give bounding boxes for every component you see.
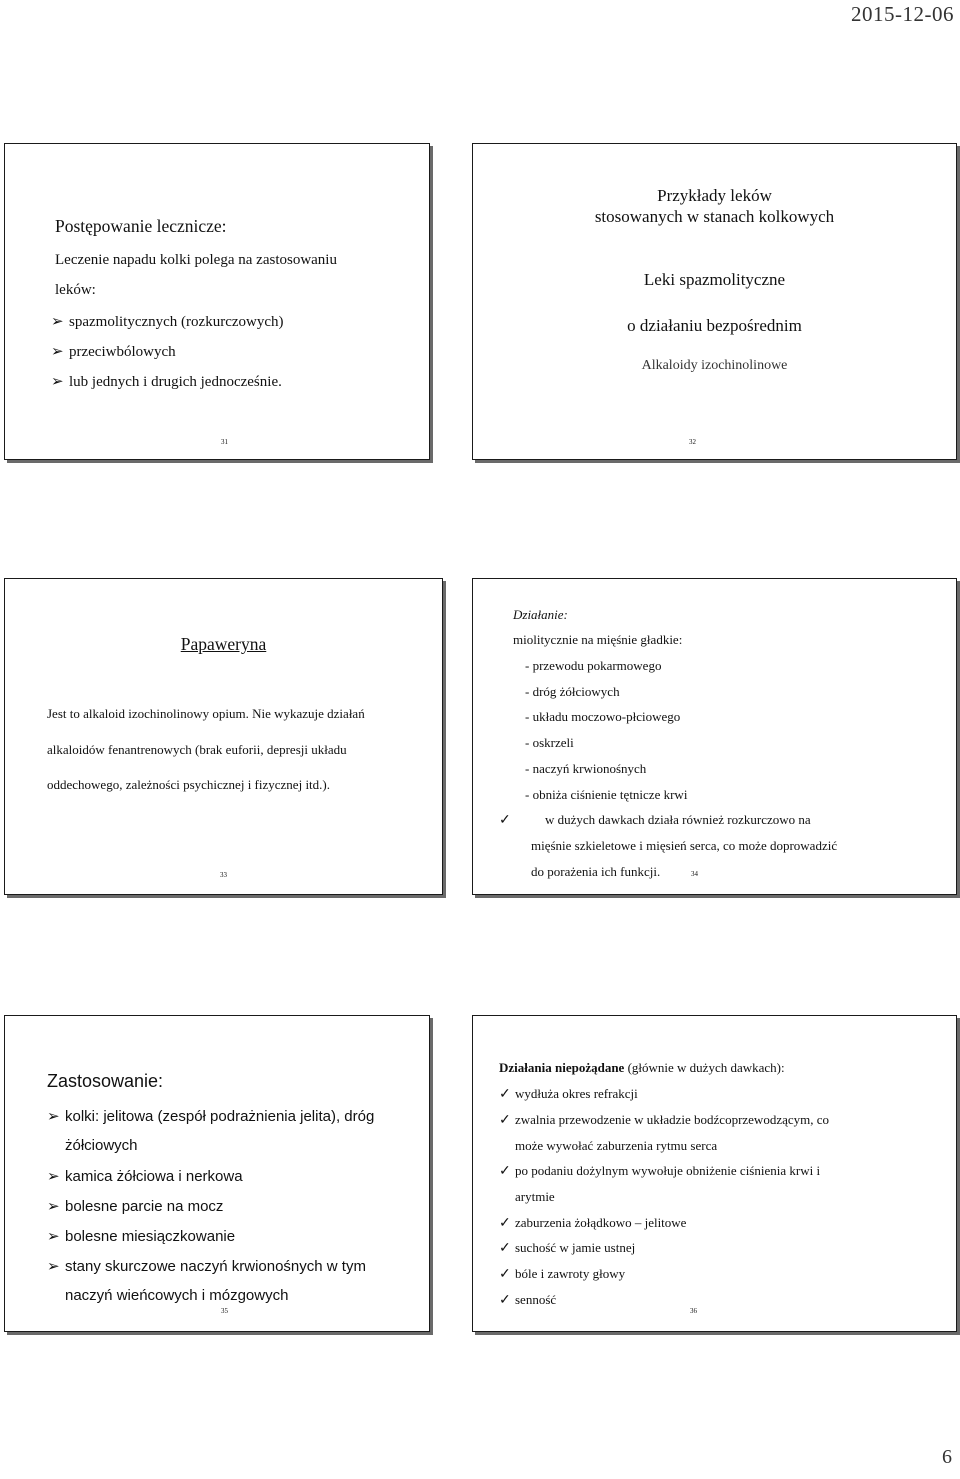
slide-title: Papaweryna xyxy=(180,634,267,654)
slide-number: 36 xyxy=(690,1307,697,1315)
arrow-bullet-icon: ➢ xyxy=(47,1108,60,1125)
slide-number: 33 xyxy=(220,871,227,879)
check-icon: ✓ xyxy=(499,1113,511,1128)
list-item: - dróg żółciowych xyxy=(525,684,620,699)
list-item: ➢ bolesne miesiączkowanie xyxy=(47,1228,236,1245)
slide-text: alkaloidów fenantrenowych (brak euforii, depresji układu xyxy=(47,742,347,757)
slide-subtitle: Leki spazmolityczne xyxy=(643,270,786,289)
list-item: ➢ bolesne parcie na mocz xyxy=(47,1198,224,1215)
check-item: ✓ bóle i zawroty głowy xyxy=(499,1266,626,1282)
slide-text: Jest to alkaloid izochinolinowy opium. Nie wykazuje działań xyxy=(47,706,365,721)
check-item-continued: może wywołać zaburzenia rytmu serca xyxy=(515,1138,718,1153)
check-icon: ✓ xyxy=(499,813,511,828)
slide-text: mięśnie szkieletowe i mięsień serca, co może doprowadzić xyxy=(531,838,838,853)
list-item: - oskrzeli xyxy=(525,735,574,750)
slide-text: oddechowego, zależności psychicznej i fizycznej itd.). xyxy=(47,777,330,792)
page-number: 6 xyxy=(942,1446,952,1468)
heading-bold: Działania niepożądane xyxy=(499,1060,625,1075)
check-icon: ✓ xyxy=(499,1087,511,1102)
slide-number: 32 xyxy=(689,438,696,446)
arrow-bullet-icon: ➢ xyxy=(47,1168,60,1185)
slide-text: Leczenie napadu kolki polega na zastosowaniu xyxy=(55,252,337,268)
list-item: ➢ kamica żółciowa i nerkowa xyxy=(47,1168,243,1185)
check-icon: ✓ xyxy=(499,1164,511,1179)
arrow-bullet-icon: ➢ xyxy=(51,344,64,360)
arrow-bullet-icon: ➢ xyxy=(47,1258,60,1275)
list-item: ➢ kolki: jelitowa (zespół podrażnienia jelita), dróg xyxy=(47,1108,375,1125)
arrow-bullet-icon: ➢ xyxy=(51,374,64,390)
list-item: ➢ lub jednych i drugich jednocześnie. xyxy=(51,374,282,390)
check-icon: ✓ xyxy=(499,1241,511,1256)
slide-number: 35 xyxy=(221,1307,228,1315)
slide-34 xyxy=(472,578,957,895)
list-item: - układu moczowo-płciowego xyxy=(525,709,681,724)
check-icon: ✓ xyxy=(499,1267,511,1282)
slide-32 xyxy=(472,143,957,460)
slide-subtitle: o działaniu bezpośrednim xyxy=(627,316,802,335)
list-item-continued: naczyń wieńcowych i mózgowych xyxy=(65,1287,289,1304)
check-item: ✓ senność xyxy=(499,1292,557,1308)
list-item: ➢ spazmolitycznych (rozkurczowych) xyxy=(51,314,284,330)
slide-text: do porażenia ich funkcji. xyxy=(531,864,661,879)
slide-number: 31 xyxy=(221,438,228,446)
list-item: - naczyń krwionośnych xyxy=(525,761,647,776)
slide-text: leków: xyxy=(55,282,96,298)
heading-rest: (głównie w dużych dawkach): xyxy=(624,1060,785,1075)
slide-text: miolitycznie na mięśnie gładkie: xyxy=(513,632,683,647)
slide-33 xyxy=(4,578,443,895)
list-item: ➢ przeciwbólowych xyxy=(51,344,176,360)
list-item: - przewodu pokarmowego xyxy=(525,658,662,673)
arrow-bullet-icon: ➢ xyxy=(47,1228,60,1245)
check-item: ✓ po podaniu dożylnym wywołuje obniżenie ciśnienia krwi i xyxy=(499,1163,821,1179)
page-date: 2015-12-06 xyxy=(851,2,954,26)
list-item: ➢ stany skurczowe naczyń krwionośnych w tym xyxy=(47,1258,366,1275)
slide-subtitle: Alkaloidy izochinolinowe xyxy=(641,358,788,373)
arrow-bullet-icon: ➢ xyxy=(51,314,64,330)
slide-title: stosowanych w stanach kolkowych xyxy=(594,207,835,226)
check-item: ✓ w dużych dawkach działa również rozkurczowo na xyxy=(499,812,811,828)
list-item-continued: żółciowych xyxy=(65,1137,138,1154)
slide-heading xyxy=(499,1060,785,1076)
list-item: - obniża ciśnienie tętnicze krwi xyxy=(525,787,688,802)
check-item: ✓ suchość w jamie ustnej xyxy=(499,1240,636,1256)
slide-number: 34 xyxy=(691,870,698,878)
check-icon: ✓ xyxy=(499,1293,511,1308)
slide-36 xyxy=(472,1015,957,1332)
arrow-bullet-icon: ➢ xyxy=(47,1198,60,1215)
slide-heading: Działanie: xyxy=(513,607,568,622)
slide-title: Przykłady leków xyxy=(657,186,772,205)
check-item-continued: arytmie xyxy=(515,1189,555,1204)
slide-31 xyxy=(4,143,430,460)
slide-title: Zastosowanie: xyxy=(47,1071,164,1091)
slide-35 xyxy=(4,1015,430,1332)
check-item: ✓ zwalnia przewodzenie w układzie bodźcoprzewodzącym, co xyxy=(499,1112,830,1128)
check-item: ✓ wydłuża okres refrakcji xyxy=(499,1086,638,1102)
slide-title: Postępowanie lecznicze: xyxy=(55,216,227,236)
check-item: ✓ zaburzenia żołądkowo – jelitowe xyxy=(499,1215,687,1231)
check-icon: ✓ xyxy=(499,1216,511,1231)
